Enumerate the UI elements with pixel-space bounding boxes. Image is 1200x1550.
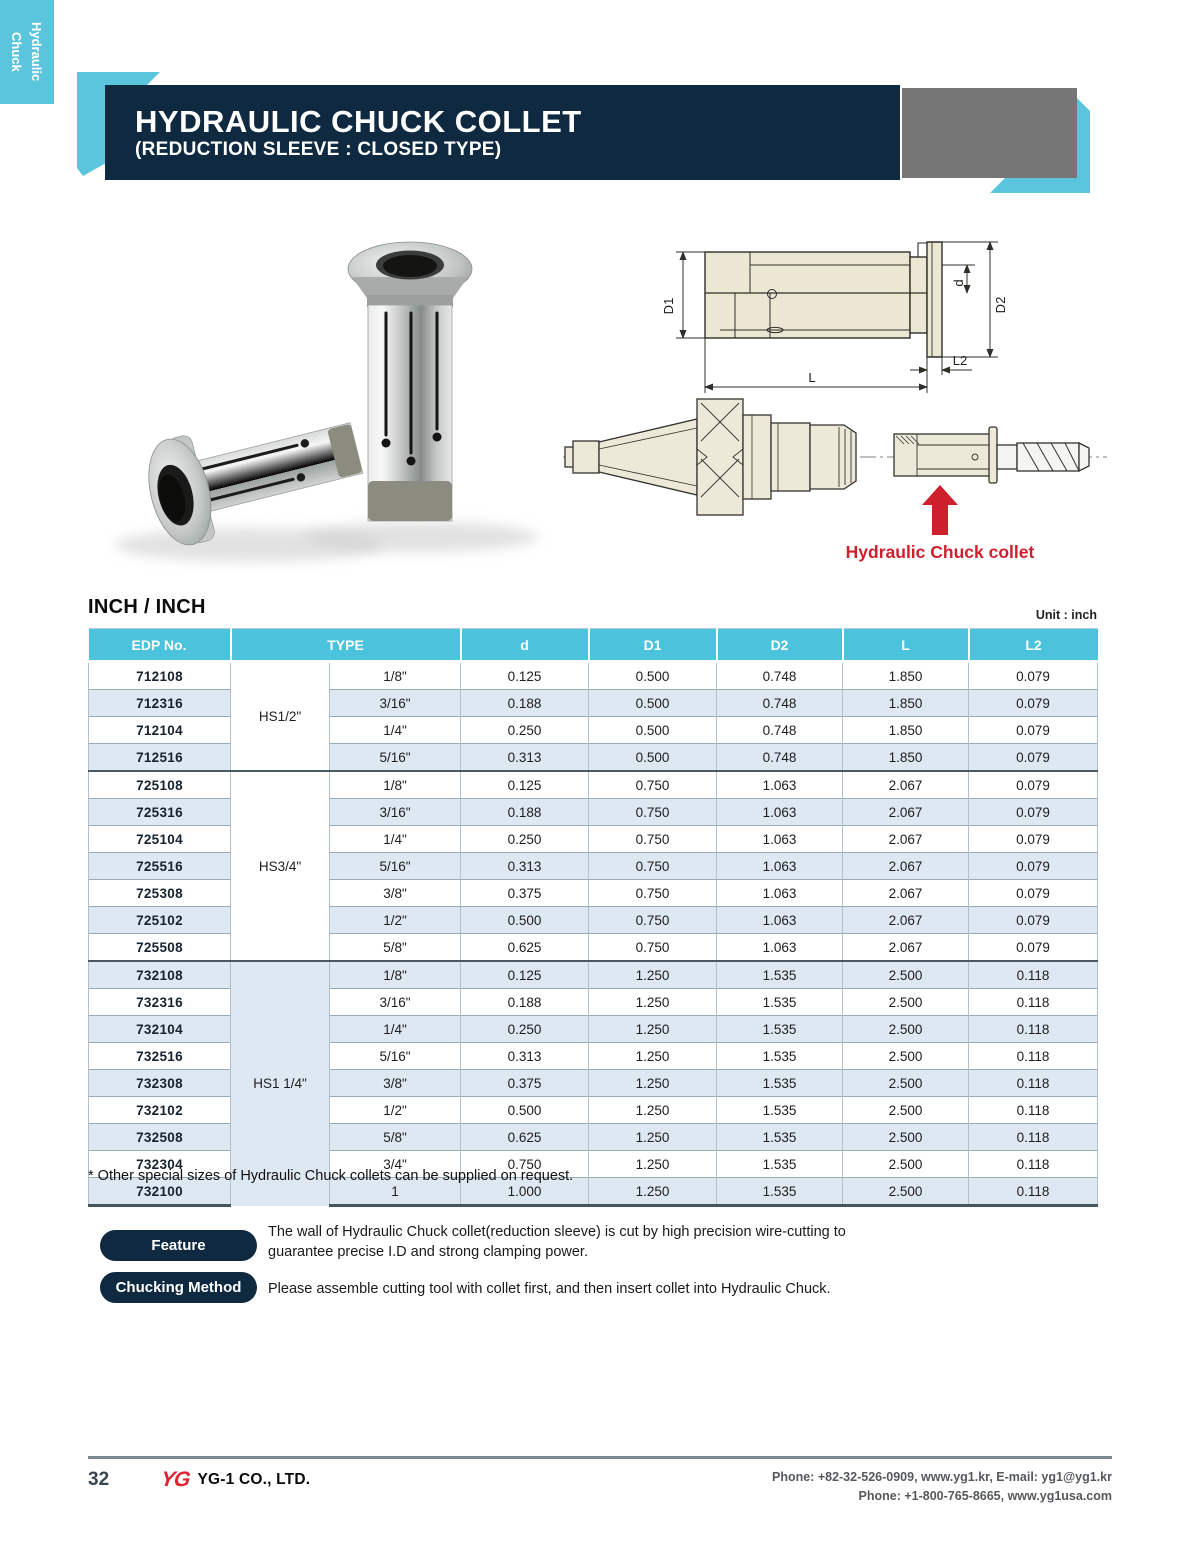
value-cell: 0.125 (461, 771, 589, 799)
dim-label-d2: D2 (993, 296, 1008, 314)
side-tab-line1: Hydraulic (29, 22, 44, 82)
value-cell: 0.079 (969, 799, 1098, 826)
table-row (89, 771, 1098, 799)
col-header-edp: EDP No. (89, 629, 231, 662)
edp-cell: 712316 (89, 690, 231, 717)
col-header-l2: L2 (969, 629, 1098, 662)
value-cell: 0.500 (589, 662, 717, 690)
edp-cell: 732108 (89, 961, 231, 989)
holder-assembly-drawing (555, 385, 1120, 585)
type-group-cell: HS1 1/4" (231, 961, 330, 1206)
type-size-cell: 3/16" (330, 989, 461, 1016)
value-cell: 1.250 (589, 989, 717, 1016)
page-subtitle: (REDUCTION SLEEVE : CLOSED TYPE) (135, 139, 502, 161)
value-cell: 1.250 (589, 961, 717, 989)
value-cell: 0.625 (461, 934, 589, 962)
value-cell: 0.118 (969, 1070, 1098, 1097)
value-cell: 2.067 (843, 907, 969, 934)
edp-cell: 732100 (89, 1178, 231, 1206)
type-size-cell: 3/8" (330, 880, 461, 907)
edp-cell: 732516 (89, 1043, 231, 1070)
type-size-cell: 3/16" (330, 690, 461, 717)
type-size-cell: 1/4" (330, 826, 461, 853)
edp-cell: 725508 (89, 934, 231, 962)
edp-cell: 712104 (89, 717, 231, 744)
yg1-logo-icon: YG (159, 1468, 192, 1491)
footer-divider (88, 1456, 1112, 1459)
edp-cell: 725316 (89, 799, 231, 826)
edp-cell: 732304 (89, 1151, 231, 1178)
dim-label-l2: L2 (952, 353, 968, 368)
table-unit-label: Unit : inch (1035, 608, 1097, 622)
value-cell: 0.118 (969, 1178, 1098, 1206)
value-cell: 1.063 (717, 771, 843, 799)
value-cell: 0.750 (589, 826, 717, 853)
value-cell: 1.535 (717, 1043, 843, 1070)
value-cell: 0.079 (969, 744, 1098, 772)
value-cell: 0.079 (969, 771, 1098, 799)
edp-cell: 725104 (89, 826, 231, 853)
value-cell: 0.250 (461, 826, 589, 853)
col-header-d: d (461, 629, 589, 662)
value-cell: 0.500 (461, 1097, 589, 1124)
value-cell: 0.750 (589, 907, 717, 934)
value-cell: 2.500 (843, 961, 969, 989)
edp-cell: 712516 (89, 744, 231, 772)
type-size-cell: 1 (330, 1178, 461, 1206)
type-size-cell: 1/4" (330, 1016, 461, 1043)
edp-cell: 732316 (89, 989, 231, 1016)
table-header-row (89, 629, 1098, 662)
value-cell: 0.313 (461, 1043, 589, 1070)
type-size-cell: 1/2" (330, 1097, 461, 1124)
page-title: HYDRAULIC CHUCK COLLET (135, 103, 582, 139)
value-cell: 0.250 (461, 1016, 589, 1043)
value-cell: 0.250 (461, 717, 589, 744)
type-size-cell: 1/8" (330, 662, 461, 690)
value-cell: 1.250 (589, 1097, 717, 1124)
value-cell: 0.118 (969, 989, 1098, 1016)
red-arrow-up (922, 485, 958, 535)
value-cell: 2.500 (843, 989, 969, 1016)
side-tab-hydraulic-chuck[interactable] (0, 0, 54, 104)
value-cell: 0.750 (589, 934, 717, 962)
side-tab-line2: Chuck (8, 32, 24, 72)
dim-label-d1: D1 (661, 297, 676, 315)
value-cell: 1.535 (717, 1178, 843, 1206)
value-cell: 1.850 (843, 744, 969, 772)
header-gray-block (902, 88, 1077, 178)
value-cell: 0.748 (717, 744, 843, 772)
value-cell: 2.500 (843, 1151, 969, 1178)
value-cell: 1.850 (843, 690, 969, 717)
footer-left (88, 1468, 310, 1492)
value-cell: 0.500 (589, 717, 717, 744)
edp-cell: 725308 (89, 880, 231, 907)
feature-badge: Feature (100, 1230, 257, 1261)
spec-table-container (88, 628, 1098, 1207)
value-cell: 0.750 (589, 853, 717, 880)
dim-label-l: L (808, 370, 816, 385)
type-size-cell: 5/8" (330, 1124, 461, 1151)
feature-section (100, 1222, 868, 1262)
type-size-cell: 3/16" (330, 799, 461, 826)
value-cell: 0.748 (717, 717, 843, 744)
value-cell: 2.067 (843, 826, 969, 853)
value-cell: 1.063 (717, 907, 843, 934)
value-cell: 2.067 (843, 934, 969, 962)
photo-shadow-2 (115, 528, 385, 562)
table-footnote: * Other special sizes of Hydraulic Chuck collets can be supplied on request. (88, 1168, 574, 1184)
page-header-banner (105, 85, 900, 180)
value-cell: 2.067 (843, 771, 969, 799)
value-cell: 1.250 (589, 1124, 717, 1151)
type-size-cell: 1/8" (330, 771, 461, 799)
value-cell: 2.500 (843, 1178, 969, 1206)
value-cell: 2.067 (843, 799, 969, 826)
value-cell: 0.118 (969, 961, 1098, 989)
value-cell: 0.079 (969, 717, 1098, 744)
value-cell: 2.067 (843, 853, 969, 880)
value-cell: 1.535 (717, 989, 843, 1016)
value-cell: 1.063 (717, 799, 843, 826)
spec-table (88, 628, 1098, 1207)
value-cell: 2.500 (843, 1097, 969, 1124)
value-cell: 0.375 (461, 880, 589, 907)
value-cell: 0.079 (969, 880, 1098, 907)
value-cell: 1.250 (589, 1178, 717, 1206)
product-photo (100, 215, 580, 575)
value-cell: 0.079 (969, 853, 1098, 880)
value-cell: 0.118 (969, 1097, 1098, 1124)
edp-cell: 725102 (89, 907, 231, 934)
table-row (89, 961, 1098, 989)
type-size-cell: 1/4" (330, 717, 461, 744)
value-cell: 0.313 (461, 853, 589, 880)
value-cell: 2.500 (843, 1070, 969, 1097)
company-name: YG-1 CO., LTD. (197, 1471, 311, 1488)
type-size-cell: 3/4" (330, 1151, 461, 1178)
chucking-method-text: Please assemble cutting tool with collet first, and then insert collet into Hydraulic Chuck. (268, 1281, 831, 1297)
value-cell: 0.079 (969, 907, 1098, 934)
value-cell: 1.535 (717, 1097, 843, 1124)
value-cell: 1.535 (717, 1070, 843, 1097)
value-cell: 0.750 (589, 771, 717, 799)
value-cell: 0.118 (969, 1043, 1098, 1070)
edp-cell: 725108 (89, 771, 231, 799)
value-cell: 1.000 (461, 1178, 589, 1206)
value-cell: 0.750 (461, 1151, 589, 1178)
value-cell: 0.118 (969, 1124, 1098, 1151)
value-cell: 2.500 (843, 1124, 969, 1151)
value-cell: 0.118 (969, 1151, 1098, 1178)
value-cell: 0.188 (461, 690, 589, 717)
value-cell: 0.750 (589, 880, 717, 907)
value-cell: 1.850 (843, 717, 969, 744)
value-cell: 2.500 (843, 1016, 969, 1043)
value-cell: 1.535 (717, 1016, 843, 1043)
value-cell: 1.535 (717, 1124, 843, 1151)
value-cell: 0.500 (589, 690, 717, 717)
value-cell: 1.063 (717, 880, 843, 907)
value-cell: 1.250 (589, 1016, 717, 1043)
col-header-type: TYPE (231, 629, 461, 662)
edp-cell: 732308 (89, 1070, 231, 1097)
value-cell: 0.375 (461, 1070, 589, 1097)
type-size-cell: 3/8" (330, 1070, 461, 1097)
spec-table-body (89, 662, 1098, 1206)
type-size-cell: 5/8" (330, 934, 461, 962)
feature-text: The wall of Hydraulic Chuck collet(reduction sleeve) is cut by high precision wire-cutting to guarantee precise I.D and strong clamping power. (268, 1224, 846, 1260)
value-cell: 1.250 (589, 1151, 717, 1178)
value-cell: 0.748 (717, 690, 843, 717)
edp-cell: 732508 (89, 1124, 231, 1151)
value-cell: 1.063 (717, 934, 843, 962)
value-cell: 0.079 (969, 826, 1098, 853)
dim-label-d: d (951, 279, 966, 287)
col-header-d2: D2 (717, 629, 843, 662)
value-cell: 2.067 (843, 880, 969, 907)
value-cell: 0.125 (461, 961, 589, 989)
table-title: INCH / INCH (88, 596, 206, 618)
value-cell: 0.500 (589, 744, 717, 772)
contact-line-2: Phone: +1-800-765-8665, www.yg1usa.com (858, 1489, 1112, 1503)
edp-cell: 725516 (89, 853, 231, 880)
edp-cell: 732102 (89, 1097, 231, 1124)
value-cell: 0.079 (969, 662, 1098, 690)
value-cell: 0.125 (461, 662, 589, 690)
chucking-method-section (100, 1272, 868, 1303)
type-group-cell: HS3/4" (231, 771, 330, 961)
chucking-method-badge: Chucking Method (100, 1272, 257, 1303)
value-cell: 0.313 (461, 744, 589, 772)
contact-line-1: Phone: +82-32-526-0909, www.yg1.kr, E-mail: yg1@yg1.kr (771, 1470, 1112, 1484)
value-cell: 0.748 (717, 662, 843, 690)
type-size-cell: 1/8" (330, 961, 461, 989)
col-header-d1: D1 (589, 629, 717, 662)
type-size-cell: 5/16" (330, 853, 461, 880)
value-cell: 1.535 (717, 1151, 843, 1178)
value-cell: 0.118 (969, 1016, 1098, 1043)
type-size-cell: 5/16" (330, 744, 461, 772)
footer-contact (772, 1468, 1112, 1506)
value-cell: 1.535 (717, 961, 843, 989)
collet-callout: Hydraulic Chuck collet (845, 542, 1035, 562)
collet-photo-vertical (348, 242, 472, 521)
value-cell: 0.500 (461, 907, 589, 934)
value-cell: 1.063 (717, 826, 843, 853)
page-number: 32 (88, 1469, 110, 1490)
value-cell: 0.188 (461, 799, 589, 826)
edp-cell: 712108 (89, 662, 231, 690)
value-cell: 2.500 (843, 1043, 969, 1070)
edp-cell: 732104 (89, 1016, 231, 1043)
value-cell: 1.850 (843, 662, 969, 690)
type-size-cell: 5/16" (330, 1043, 461, 1070)
value-cell: 0.188 (461, 989, 589, 1016)
footer (88, 1468, 1112, 1506)
value-cell: 1.250 (589, 1070, 717, 1097)
col-header-l: L (843, 629, 969, 662)
type-group-cell: HS1/2" (231, 662, 330, 772)
type-size-cell: 1/2" (330, 907, 461, 934)
value-cell: 1.063 (717, 853, 843, 880)
value-cell: 0.079 (969, 934, 1098, 962)
value-cell: 0.079 (969, 690, 1098, 717)
value-cell: 0.625 (461, 1124, 589, 1151)
value-cell: 0.750 (589, 799, 717, 826)
table-row (89, 662, 1098, 690)
value-cell: 1.250 (589, 1043, 717, 1070)
